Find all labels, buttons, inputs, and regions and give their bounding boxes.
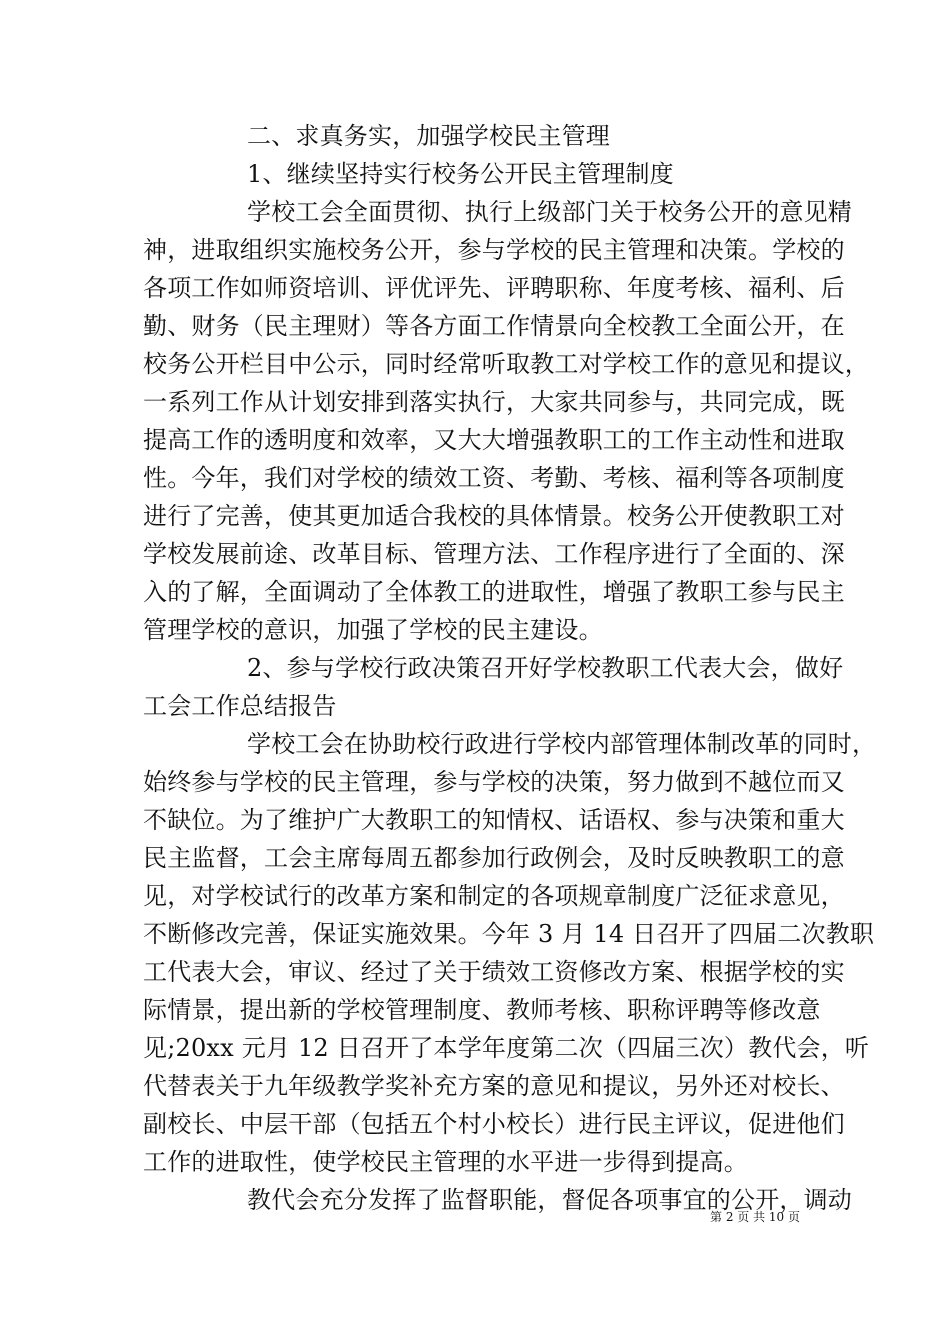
paragraph-line: 教代会充分发挥了监督职能，督促各项事宜的公开，调动 [247,1186,852,1214]
paragraph-line: 勤、财务（民主理财）等各方面工作情景向全校教工全面公开，在 [143,312,845,340]
paragraph-line: 神，进取组织实施校务公开，参与学校的民主管理和决策。学校的 [143,236,845,264]
paragraph-line: 学校发展前途、改革目标、管理方法、工作程序进行了全面的、深 [143,540,845,568]
paragraph-line: 不断修改完善，保证实施效果。今年 3 月 14 日召开了四届二次教职 [143,920,875,948]
paragraph-line: 入的了解，全面调动了全体教工的进取性，增强了教职工参与民主 [143,578,845,606]
subsection-heading-2: 2、参与学校行政决策召开好学校教职工代表大会，做好 [247,654,844,682]
paragraph-line: 见;20xx 元月 12 日召开了本学年度第二次（四届三次）教代会，听 [143,1034,870,1062]
paragraph-line: 际情景，提出新的学校管理制度、教师考核、职称评聘等修改意 [143,996,821,1024]
page-number-footer: 第 2 页 共 10 页 [710,1210,800,1224]
paragraph-line: 管理学校的意识，加强了学校的民主建设。 [143,616,603,644]
paragraph-line: 始终参与学校的民主管理，参与学校的决策，努力做到不越位而又 [143,768,845,796]
paragraph-line: 校务公开栏目中公示，同时经常听取教工对学校工作的意见和提议， [143,350,869,378]
paragraph-line: 一系列工作从计划安排到落实执行，大家共同参与，共同完成，既 [143,388,845,416]
paragraph-line: 不缺位。为了维护广大教职工的知情权、话语权、参与决策和重大 [143,806,845,834]
paragraph-line: 学校工会在协助校行政进行学校内部管理体制改革的同时， [247,730,877,758]
paragraph-line: 各项工作如师资培训、评优评先、评聘职称、年度考核、福利、后 [143,274,845,302]
paragraph-line: 工作的进取性，使学校民主管理的水平进一步得到提高。 [143,1148,748,1176]
paragraph-line: 民主监督，工会主席每周五都参加行政例会，及时反映教职工的意 [143,844,845,872]
paragraph-line: 进行了完善，使其更加适合我校的具体情景。校务公开使教职工对 [143,502,845,530]
section-heading: 二、求真务实，加强学校民主管理 [247,122,610,150]
paragraph-line: 代替表关于九年级教学奖补充方案的意见和提议，另外还对校长、 [143,1072,845,1100]
paragraph-line: 提高工作的透明度和效率，又大大增强教职工的工作主动性和进取 [143,426,845,454]
paragraph-line: 学校工会全面贯彻、执行上级部门关于校务公开的意见精 [247,198,852,226]
paragraph-line: 性。今年，我们对学校的绩效工资、考勤、考核、福利等各项制度 [143,464,845,492]
paragraph-line: 工代表大会，审议、经过了关于绩效工资修改方案、根据学校的实 [143,958,845,986]
subsection-heading-2-cont: 工会工作总结报告 [143,692,337,720]
subsection-heading-1: 1、继续坚持实行校务公开民主管理制度 [247,160,674,188]
paragraph-line: 见，对学校试行的改革方案和制定的各项规章制度广泛征求意见， [143,882,845,910]
paragraph-line: 副校长、中层干部（包括五个村小校长）进行民主评议，促进他们 [143,1110,845,1138]
